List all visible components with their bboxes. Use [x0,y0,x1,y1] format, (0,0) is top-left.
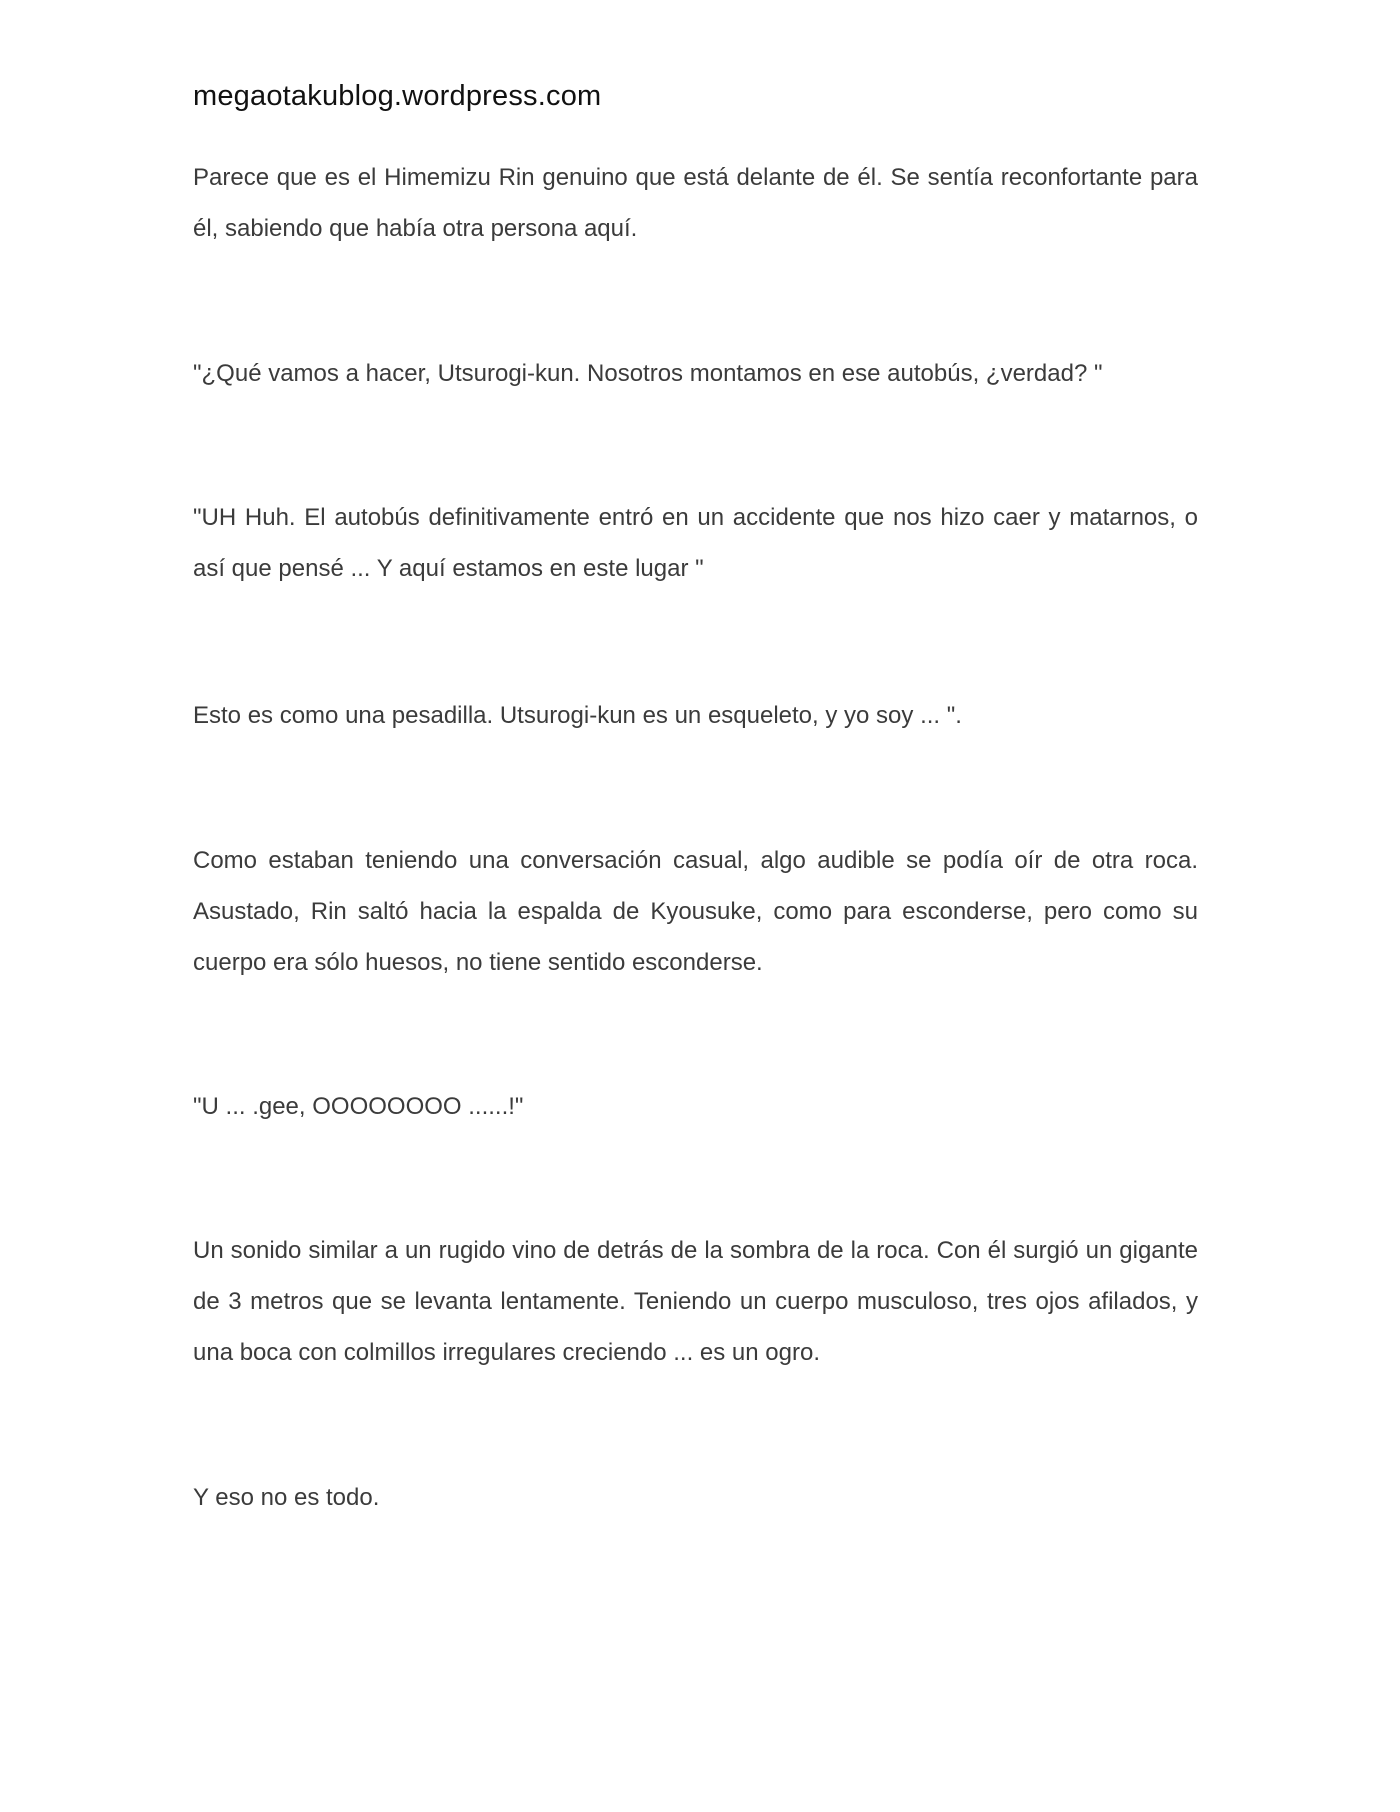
paragraph-6: "U ... .gee, OOOOOOOO ......!" [193,1093,524,1120]
paragraph-4: Esto es como una pesadilla. Utsurogi-kun es un esqueleto, y yo soy ... ". [193,702,962,729]
paragraph-8: Y eso no es todo. [193,1484,380,1511]
paragraph-2: "¿Qué vamos a hacer, Utsurogi-kun. Nosotros montamos en ese autobús, ¿verdad? " [193,360,1103,387]
paragraph-7: Un sonido similar a un rugido vino de detrás de la sombra de la roca. Con él surgió un gigante de 3 metros que se levanta lentamente. Teniendo un cuerpo musculoso, tres ojos afilados, y una boca con colmillos irregulares creciendo ... es un ogro. [193,1237,1198,1366]
paragraph-1: Parece que es el Himemizu Rin genuino que está delante de él. Se sentía reconfortante para él, sabiendo que había otra persona aquí. [193,164,1198,242]
paragraph-5: Como estaban teniendo una conversación casual, algo audible se podía oír de otra roca. Asustado, Rin saltó hacia la espalda de Kyousuke, como para esconderse, pero como su cuerpo era sólo huesos, no tiene sentido esconderse. [193,847,1198,976]
paragraph-3: "UH Huh. El autobús definitivamente entró en un accidente que nos hizo caer y matarnos, o así que pensé ... Y aquí estamos en este lugar " [193,504,1198,582]
site-header: megaotakublog.wordpress.com [193,80,602,112]
